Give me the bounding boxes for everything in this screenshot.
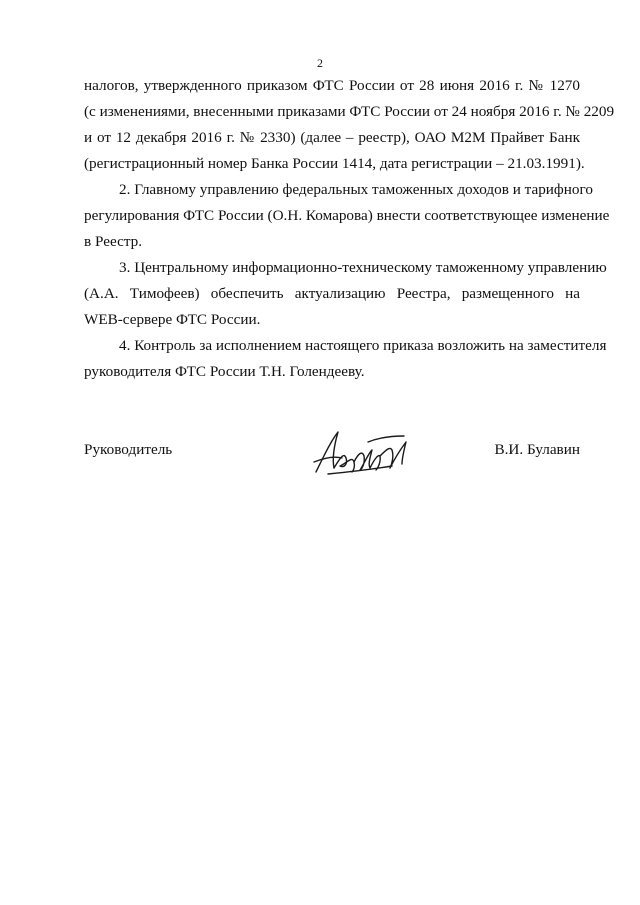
paragraph-1-line-4: (регистрационный номер Банка России 1414, дата регистрации – 21.03.1991). bbox=[84, 155, 585, 172]
document-body bbox=[84, 73, 615, 385]
paragraph-4-line-2: руководителя ФТС России Т.Н. Голендееву. bbox=[84, 363, 365, 380]
page-number: 2 bbox=[317, 56, 323, 70]
paragraph-1 bbox=[84, 73, 615, 177]
paragraph-1-line-2: (с изменениями, внесенными приказами ФТС России от 24 ноября 2016 г. № 2209 bbox=[84, 103, 615, 120]
handwritten-signature bbox=[308, 428, 418, 478]
signatory-title: Руководитель bbox=[84, 441, 173, 458]
paragraph-2 bbox=[84, 177, 610, 255]
paragraph-3-line-3: WEB-сервере ФТС России. bbox=[84, 311, 261, 328]
signatory-name: В.И. Булавин bbox=[494, 441, 580, 458]
paragraph-4 bbox=[84, 333, 607, 385]
paragraph-2-line-3: в Реестр. bbox=[84, 233, 143, 250]
paragraph-1-line-3: и от 12 декабря 2016 г. № 2330) (далее – реестр), ОАО М2М Прайвет Банк bbox=[84, 129, 580, 146]
paragraph-3-line-1: 3. Центральному информационно-техническому таможенному управлению bbox=[119, 259, 607, 276]
paragraph-1-line-1: налогов, утвержденного приказом ФТС России от 28 июня 2016 г. № 1270 bbox=[84, 77, 580, 94]
paragraph-2-line-2: регулирования ФТС России (О.Н. Комарова) внести соответствующее изменение bbox=[84, 207, 610, 224]
paragraph-3 bbox=[84, 255, 607, 333]
paragraph-3-line-2: (А.А. Тимофеев) обеспечить актуализацию Реестра, размещенного на bbox=[84, 285, 580, 302]
paragraph-2-line-1: 2. Главному управлению федеральных таможенных доходов и тарифного bbox=[119, 181, 593, 198]
paragraph-4-line-1: 4. Контроль за исполнением настоящего приказа возложить на заместителя bbox=[119, 337, 607, 354]
